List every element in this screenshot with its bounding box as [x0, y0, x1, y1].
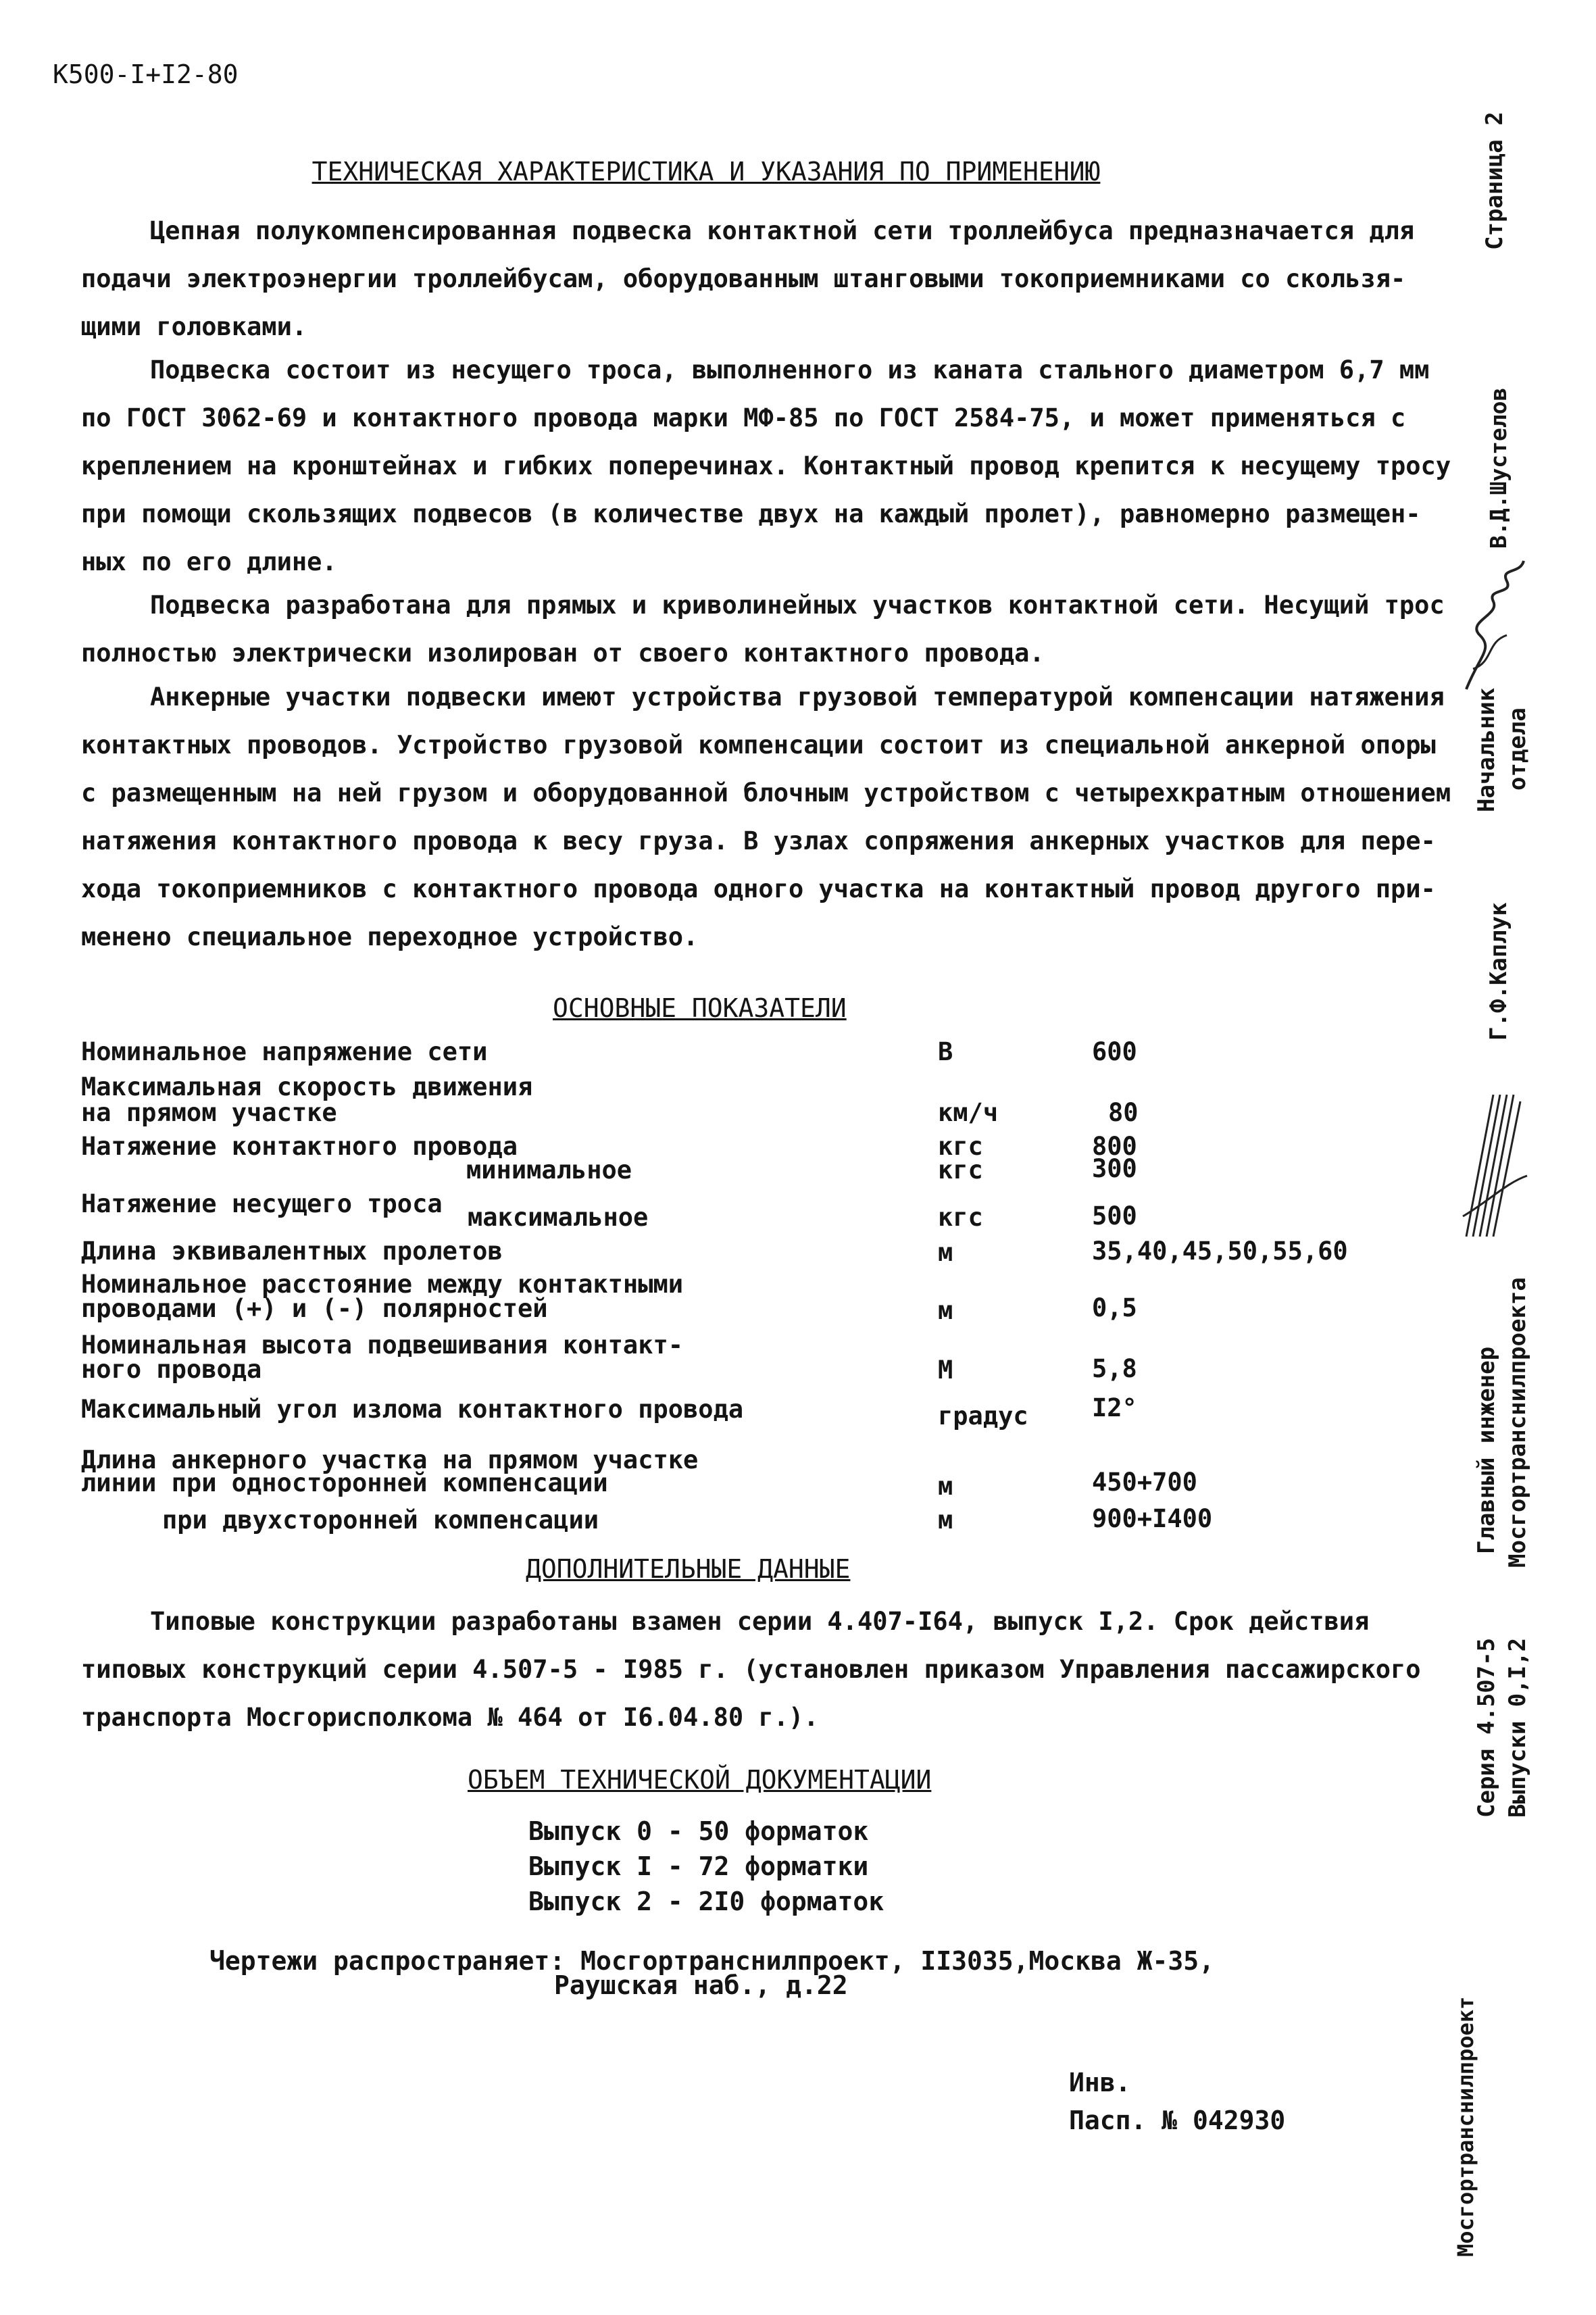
- indicator-value: 500: [1092, 1201, 1137, 1230]
- passport-number: Пасп. № 042930: [1069, 2106, 1286, 2135]
- text-line: менено специальное переходное устройство.: [81, 922, 699, 951]
- text-line: транспорта Мосгорисполкома № 464 от I6.04.80 г.).: [81, 1703, 819, 1732]
- head-of-department-title-2: отдела: [1504, 707, 1531, 791]
- section-title-characteristics: ТЕХНИЧЕСКАЯ ХАРАКТЕРИСТИКА И УКАЗАНИЯ ПО ПРИМЕНЕНИЮ: [311, 157, 1101, 186]
- indicator-value: I2°: [1092, 1393, 1137, 1422]
- indicator-label: Номинальное напряжение сети: [81, 1037, 488, 1066]
- signature-chief-engineer: [1453, 1081, 1534, 1250]
- indicator-label: Номинальное расстояние между контактными: [81, 1270, 684, 1299]
- indicator-unit: градус: [938, 1401, 1028, 1430]
- indicator-label: Натяжение несущего троса: [81, 1189, 443, 1218]
- indicator-unit: кгс: [938, 1155, 983, 1185]
- indicator-value: 600: [1092, 1037, 1137, 1066]
- text-line: контактных проводов. Устройство грузовой компенсации состоит из специальной анкерной опоры: [81, 730, 1436, 760]
- additional-paragraph: [81, 1597, 1421, 1741]
- indicator-sublabel: минимальное: [466, 1155, 632, 1185]
- indicator-unit: В: [938, 1037, 953, 1066]
- text-line: натяжения контактного провода к весу груза. В узлах сопряжения анкерных участков для пере-: [81, 826, 1436, 855]
- text-line: креплением на кронштейнах и гибких поперечинах. Контактный провод крепится к несущему тросу: [81, 451, 1451, 480]
- text-line: по ГОСТ 3062-69 и контактного провода марки МФ-85 по ГОСТ 2584-75, и может применяться с: [81, 403, 1406, 432]
- signature-head-of-department: [1453, 554, 1534, 703]
- indicator-value: 35,40,45,50,55,60: [1092, 1237, 1348, 1266]
- organization-stamp: Мосгортранснилпроект: [1453, 1996, 1478, 2257]
- series-label: Серия 4.507-5: [1473, 1637, 1500, 1818]
- chief-engineer-title-2: Мосгортранснилпроекта: [1504, 1277, 1531, 1568]
- section-title-indicators: ОСНОВНЫЕ ПОКАЗАТЕЛИ: [553, 993, 847, 1023]
- indicator-label: Длина анкерного участка на прямом участке: [81, 1445, 699, 1474]
- section-title-additional: ДОПОЛНИТЕЛЬНЫЕ ДАННЫЕ: [526, 1554, 851, 1584]
- indicator-unit: м: [938, 1296, 953, 1325]
- text-line: при помощи скользящих подвесов (в количестве двух на каждый пролет), равномерно размещен-: [81, 499, 1421, 528]
- indicator-unit: кгс: [938, 1203, 983, 1232]
- indicator-label: ного провода: [81, 1355, 262, 1384]
- text-line: Подвеска разработана для прямых и криволинейных участков контактной сети. Несущий трос: [150, 591, 1445, 620]
- indicator-label: на прямом участке: [81, 1098, 337, 1127]
- indicator-unit: м: [938, 1472, 953, 1501]
- head-of-department-name: В.Д.Шустелов: [1485, 387, 1512, 549]
- indicator-sublabel: при двухсторонней компенсации: [162, 1505, 599, 1535]
- indicator-unit: кгс: [938, 1132, 983, 1161]
- chief-engineer-title-1: Главный инженер: [1473, 1346, 1500, 1554]
- indicator-value: 450+700: [1092, 1468, 1197, 1497]
- indicator-label: проводами (+) и (-) полярностей: [81, 1294, 548, 1323]
- documentation-item: Выпуск 0 - 50 форматок: [528, 1816, 869, 1846]
- indicator-label: Номинальная высота подвешивания контакт-: [81, 1330, 684, 1360]
- indicator-value: 300: [1092, 1154, 1137, 1183]
- head-of-department-title-1: Начальник: [1473, 687, 1500, 812]
- document-code: К500-I+I2-80: [53, 59, 239, 89]
- page-number: Страница 2: [1481, 111, 1508, 250]
- indicator-label: Максимальный угол излома контактного провода: [81, 1395, 744, 1424]
- indicator-unit: м: [938, 1505, 953, 1535]
- documentation-item: Выпуск 2 - 2I0 форматок: [528, 1887, 884, 1916]
- text-line: Анкерные участки подвески имеют устройства грузовой температурой компенсации натяжения: [150, 682, 1445, 712]
- distribution-line-1: Чертежи распространяет: Мосгортранснилпроект, II3035,Москва Ж-35,: [209, 1946, 1215, 1976]
- text-line: Цепная полукомпенсированная подвеска контактной сети троллейбуса предназначается для: [150, 216, 1415, 245]
- indicator-unit: м: [938, 1238, 953, 1267]
- indicator-unit: М: [938, 1355, 953, 1385]
- text-line: с размещенным на ней грузом и оборудованной блочным устройством с четырехкратным отношением: [81, 778, 1451, 807]
- text-line: хода токоприемников с контактного провода одного участка на контактный провод другого при-: [81, 874, 1436, 903]
- chief-engineer-name: Г.Ф.Каплук: [1485, 902, 1512, 1041]
- indicator-value: 800: [1092, 1132, 1137, 1161]
- indicator-value: 0,5: [1092, 1293, 1137, 1322]
- text-line: типовых конструкций серии 4.507-5 - I985 г. (установлен приказом Управления пассажирского: [81, 1655, 1421, 1684]
- documentation-item: Выпуск I - 72 форматки: [528, 1851, 869, 1881]
- indicator-label: Максимальная скорость движения: [81, 1072, 533, 1101]
- issues-label: Выпуски 0,I,2: [1504, 1637, 1531, 1818]
- text-line: Подвеска состоит из несущего троса, выполненного из каната стального диаметром 6,7 мм: [150, 355, 1430, 384]
- indicator-sublabel: максимальное: [468, 1203, 649, 1232]
- indicator-label: Натяжение контактного провода: [81, 1132, 518, 1161]
- text-line: щими головками.: [81, 312, 307, 341]
- section-title-documentation: ОБЪЕМ ТЕХНИЧЕСКОЙ ДОКУМЕНТАЦИИ: [468, 1765, 932, 1795]
- text-line: Типовые конструкции разработаны взамен серии 4.407-I64, выпуск I,2. Срок действия: [150, 1607, 1370, 1636]
- indicator-value: 900+I400: [1092, 1504, 1213, 1533]
- text-line: ных по его длине.: [81, 547, 337, 576]
- indicator-value: 5,8: [1092, 1354, 1137, 1383]
- indicator-unit: км/ч: [938, 1098, 999, 1127]
- distribution-line-2: Раушская наб., д.22: [554, 1970, 848, 2000]
- text-line: подачи электроэнергии троллейбусам, оборудованным штанговыми токоприемниками со скользя-: [81, 264, 1406, 293]
- text-line: полностью электрически изолирован от своего контактного провода.: [81, 639, 1045, 668]
- inventory-label: Инв.: [1069, 2068, 1131, 2097]
- indicator-label: линии при односторонней компенсации: [81, 1468, 608, 1497]
- indicator-value: 80: [1108, 1098, 1139, 1127]
- indicator-label: Длина эквивалентных пролетов: [81, 1237, 503, 1266]
